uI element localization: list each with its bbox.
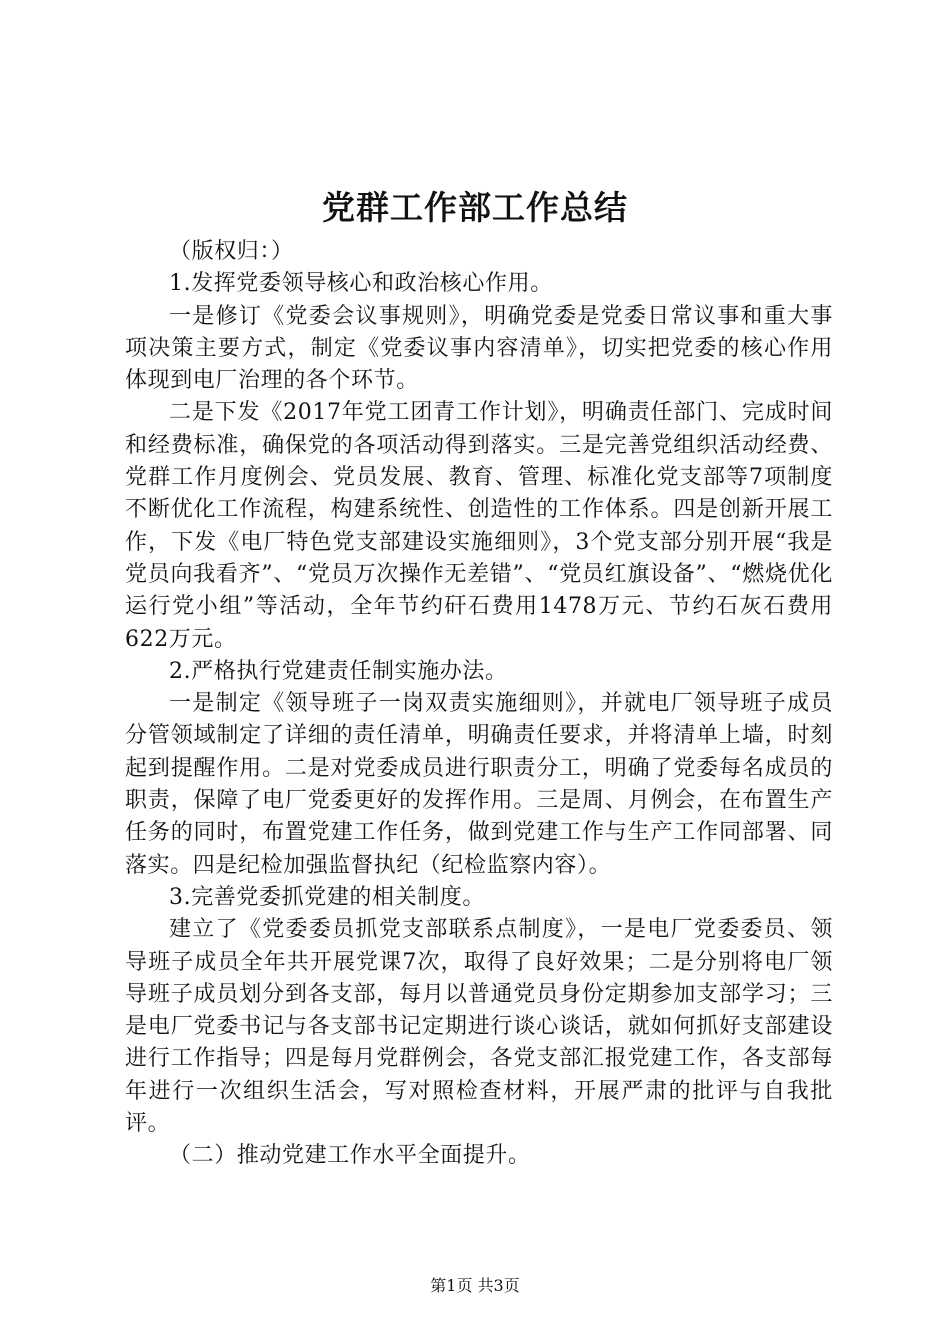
page-footer: 第1页 共3页 [430,1276,520,1295]
body-paragraph: 建立了《党委委员抓党支部联系点制度》，一是电厂党委委员、领导班子成员全年共开展党课7次，取得了良好效果；二是分别将电厂领导班子成员划分到各支部，每月以普通党员身份定期参加支部学习；三是电厂党委书记与各支部书记定期进行谈心谈话，就如何抓好支部建设进行工作指导；四是每月党群例会，各党支部汇报党建工作，各支部每年进行一次组织生活会，写对照检查材料，开展严肃的批评与自我批评。 [125,917,833,1137]
document-title: 党群工作部工作总结 [322,188,628,227]
section-heading-3: 3.完善党委抓党建的相关制度。 [169,884,485,910]
section-heading-1: 1.发挥党委领导核心和政治核心作用。 [169,271,553,297]
copyright-paragraph: （版权归：） [169,239,294,264]
body-paragraph: 一是制定《领导班子一岗双责实施细则》，并就电厂领导班子成员分管领域制定了详细的责任清单，明确责任要求，并将清单上墙，时刻起到提醒作用。二是对党委成员进行职责分工，明确了党委每名成员的职责，保障了电厂党委更好的发挥作用。三是周、月例会，在布置生产任务的同时，布置党建工作任务，做到党建工作与生产工作同部署、同落实。四是纪检加强监督执纪（纪检监察内容）。 [125,691,833,878]
body-paragraph: 一是修订《党委会议事规则》，明确党委是党委日常议事和重大事项决策主要方式，制定《党委议事内容清单》，切实把党委的核心作用体现到电厂治理的各个环节。 [125,303,833,394]
section-heading-two: （二）推动党建工作水平全面提升。 [169,1143,531,1169]
body-paragraph: 二是下发《2017年党工团青工作计划》，明确责任部门、完成时间和经费标准，确保党的各项活动得到落实。三是完善党组织活动经费、党群工作月度例会、党员发展、教育、管理、标准化党支部等7项制度不断优化工作流程，构建系统性、创造性的工作体系。四是创新开展工作，下发《电厂特色党支部建设实施细则》，3个党支部分别开展“我是党员向我看齐”、“党员万次操作无差错”、“党员红旗设备”、“燃烧优化运行党小组”等活动，全年节约矸石费用1478万元、节约石灰石费用622万元。 [125,400,833,652]
document-body [125,236,833,1173]
section-heading-2: 2.严格执行党建责任制实施办法。 [169,658,508,684]
